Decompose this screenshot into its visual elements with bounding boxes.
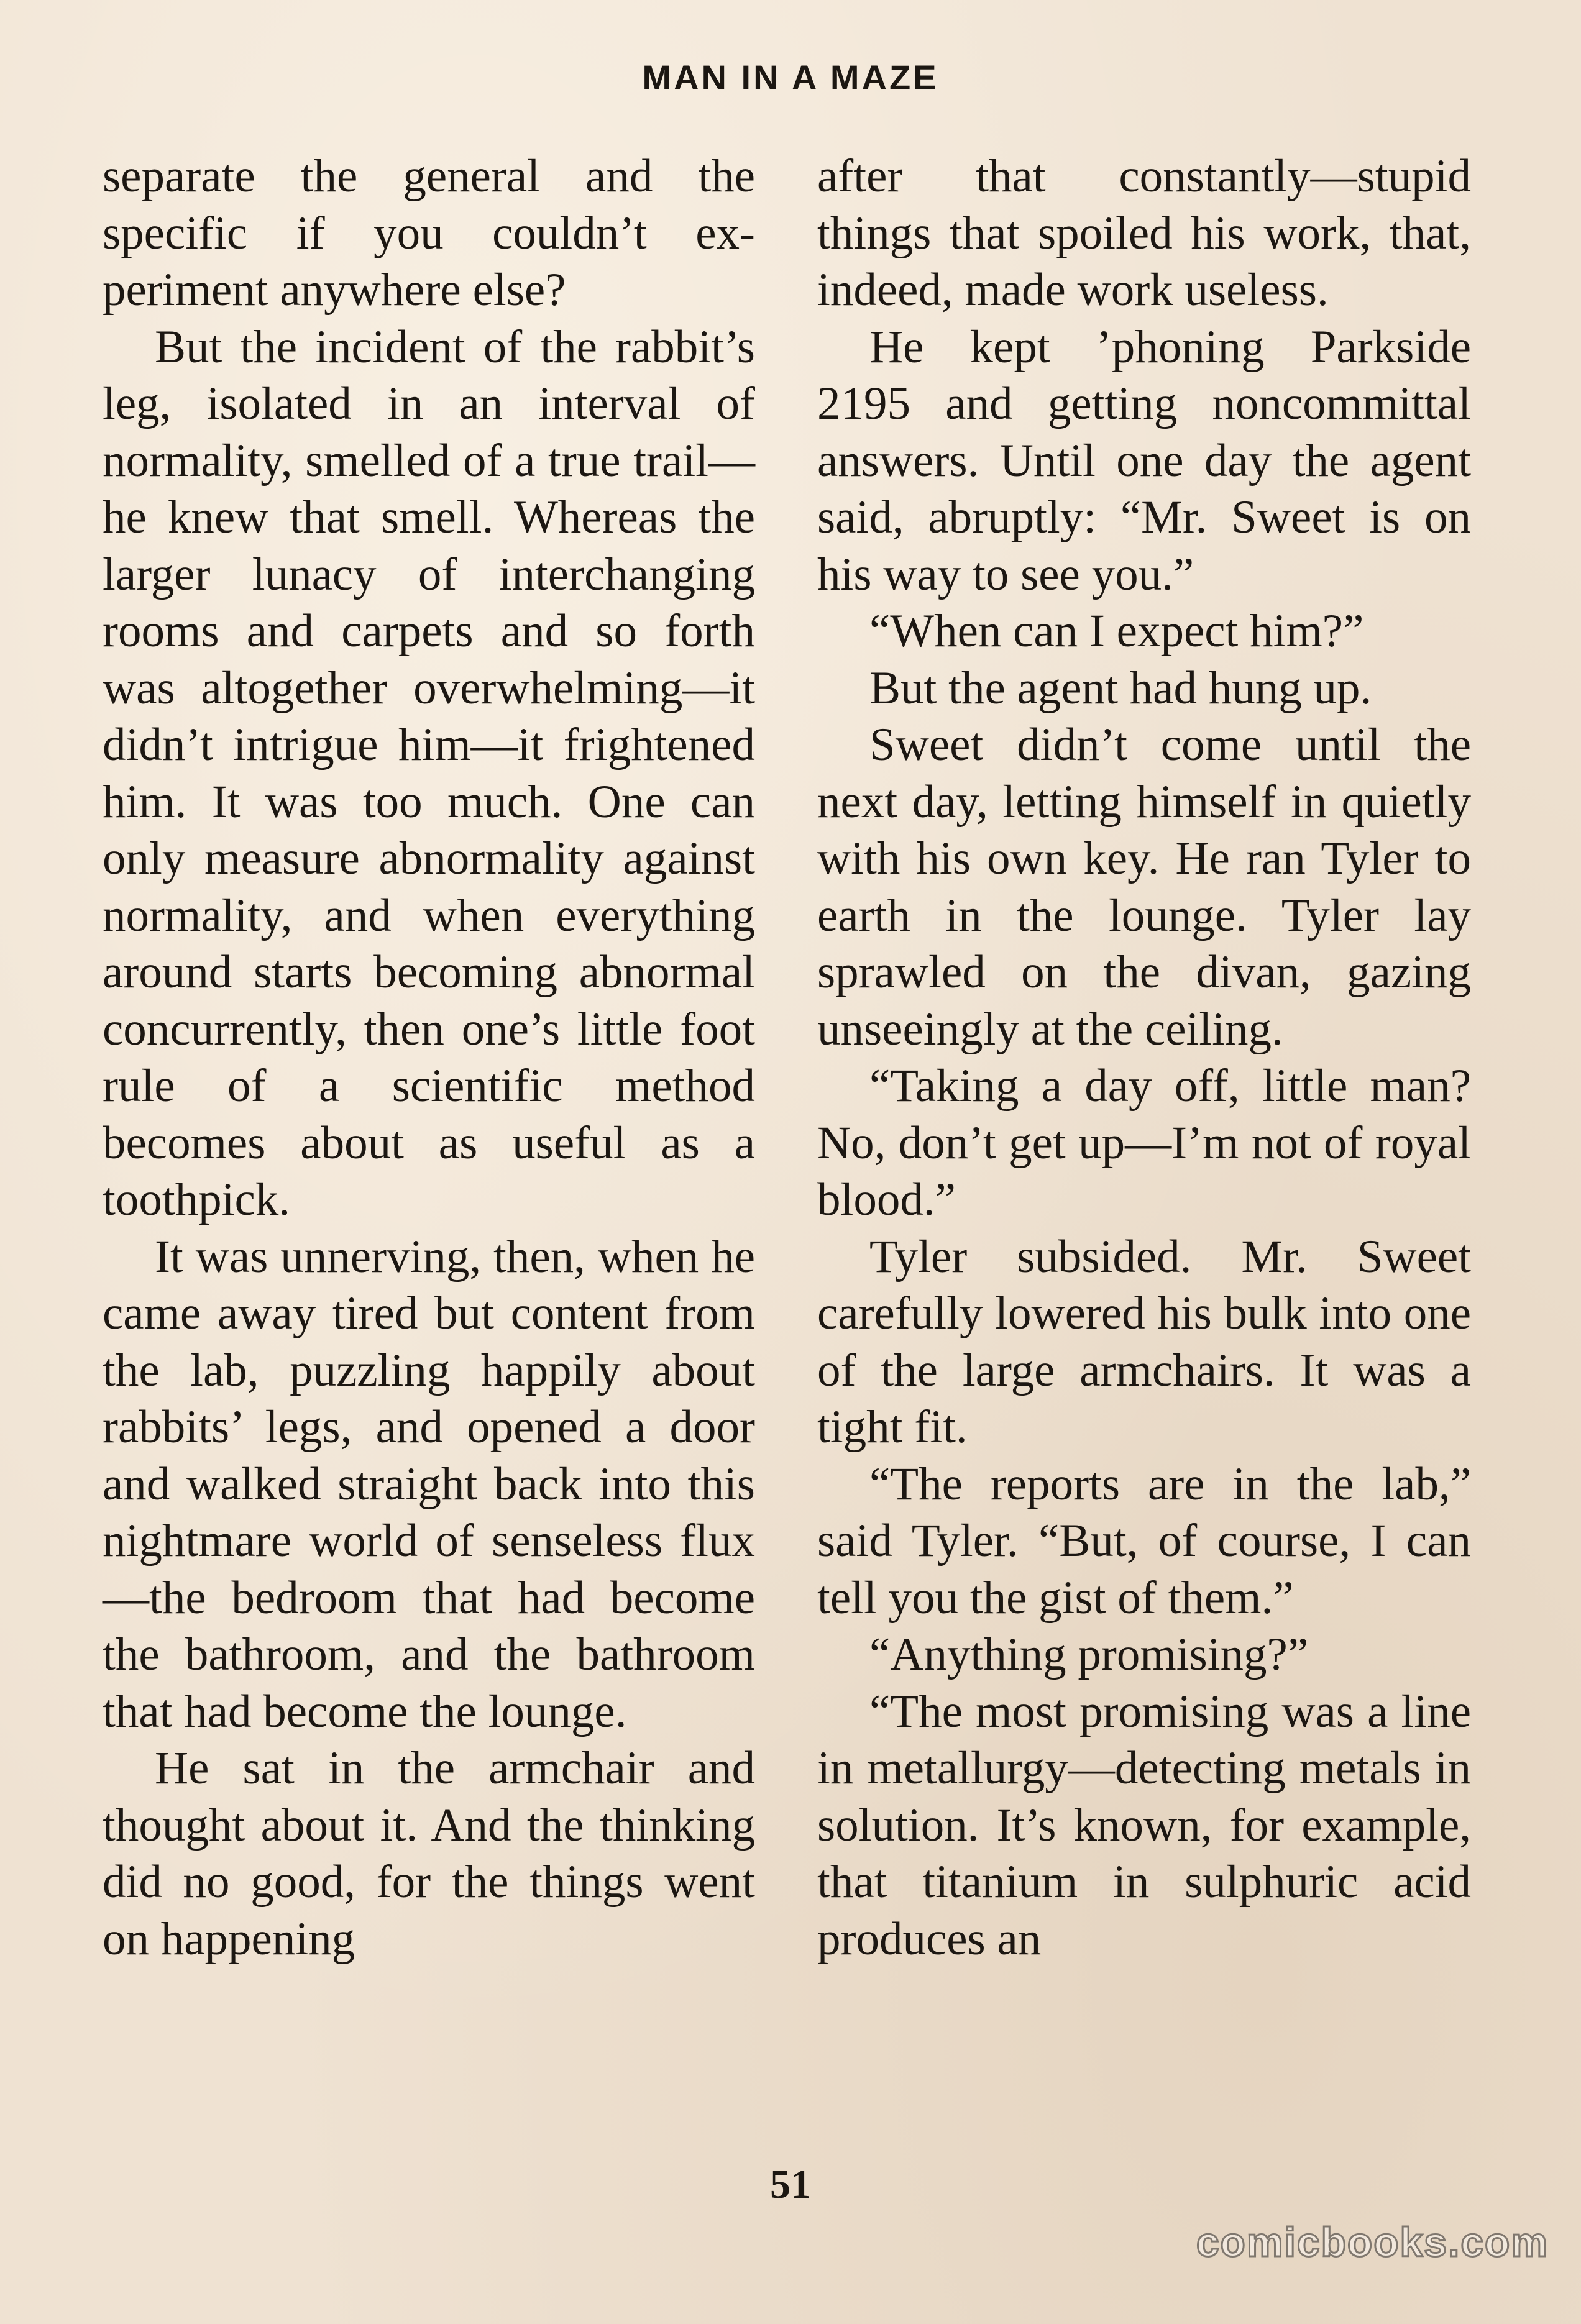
- paragraph: “The most promising was a line in metallurgy—detecting metals in solution. It’s known, for example, that titanium in sulphuric acid produces an: [817, 1685, 1471, 1965]
- paragraph: He sat in the armchair and thought about it. And the thinking did no good, for the things went on happening: [103, 1742, 755, 1965]
- paragraph: “The reports are in the lab,” said Tyler. “But, of course, I can tell you the gist of them.”: [817, 1458, 1471, 1624]
- paragraph: He kept ’phoning Parkside 2195 and getting noncommittal answers. Until one day the agent said, abruptly: “Mr. Sweet is on his way to see you.”: [817, 321, 1471, 600]
- paragraph: It was unnerving, then, when he came away tired but content from the lab, puzzling happily about rabbits’ legs, and opened a door and walked straight back into this nightmare world of senseless flux—the bedroom that had become the bathroom, and the bathroom that had become the lounge.: [103, 1230, 755, 1737]
- right-column: [817, 148, 1471, 1967]
- page-number: 51: [770, 2162, 811, 2207]
- paragraph: But the incident of the rabbit’s leg, isolated in an interval of normality, smelled of a true trail—he knew that smell. Whereas the larger lunacy of interchanging rooms and carpets and so forth was altogether overwhelming—it didn’t intrigue him—it frightened him. It was too much. One can only measure abnormality against normality, and when everything around starts becoming abnormal concurrently, then one’s little foot rule of a scientific method becomes about as useful as a toothpick.: [103, 321, 755, 1225]
- running-title: MAN IN A MAZE: [642, 58, 939, 97]
- paragraph: Tyler subsided. Mr. Sweet carefully lowered his bulk into one of the large armchairs. It was a tight fit.: [817, 1230, 1471, 1453]
- paragraph: “Taking a day off, little man? No, don’t get up—I’m not of royal blood.”: [817, 1060, 1471, 1225]
- left-column: [103, 148, 755, 1967]
- paragraph: “Anything promising?”: [869, 1629, 1309, 1680]
- site-watermark: comicbooks.com: [1196, 2219, 1549, 2265]
- paragraph: after that constantly—stupid things that spoiled his work, that, indeed, made work useless.: [817, 150, 1471, 316]
- paragraph: separate the general and the specific if you couldn’t experiment anywhere else?: [103, 150, 755, 316]
- paragraph: Sweet didn’t come until the next day, letting himself in quietly with his own key. He ran Tyler to earth in the lounge. Tyler lay sprawled on the divan, gazing unseeingly at the ceiling.: [817, 719, 1471, 1055]
- paragraph: But the agent had hung up.: [869, 662, 1372, 714]
- paragraph: “When can I expect him?”: [869, 605, 1364, 657]
